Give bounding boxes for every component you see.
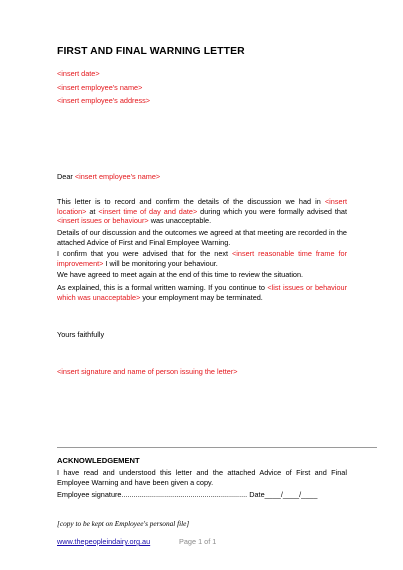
p1-text-2: at [86, 206, 99, 216]
p3-text-2: I will be monitoring your behaviour. [103, 258, 218, 268]
paragraph-details: Details of our discussion and the outcomes we agreed at that meeting are recorded in the attached Advice of First and Final Employee Warning. [57, 228, 347, 247]
paragraph-meet-again: We have agreed to meet again at the end of this time to review the situation. [57, 270, 304, 279]
employee-signature-line: Employee signature.............................................................. Date____/____/____ [57, 490, 318, 499]
signature-placeholder: <insert signature and name of person issuing the letter> [57, 367, 238, 376]
file-copy-note: [copy to be kept on Employee's personal file] [57, 519, 190, 528]
salutation [57, 172, 160, 182]
section-divider [57, 447, 377, 448]
p1-text-3: during which you were formally advised that [197, 206, 348, 216]
p5-issues-placeholder: <list issues or behaviour which was unacceptable> [57, 283, 347, 302]
page-number: Page 1 of 1 [179, 537, 217, 546]
closing: Yours faithfully [57, 330, 105, 339]
insert-employee-name-placeholder: <insert employee's name> [57, 83, 143, 92]
p3-text-1: I confirm that you were advised that for the next [57, 249, 233, 258]
salutation-prefix: Dear [57, 172, 75, 181]
p1-location-placeholder: <insert location> [57, 197, 347, 216]
p1-time-placeholder: <insert time of day and date> [98, 206, 198, 216]
p5-text-2: your employment may be terminated. [140, 292, 263, 302]
paragraph-formal-warning [57, 283, 347, 302]
letter-title: FIRST AND FINAL WARNING LETTER [57, 46, 245, 57]
insert-date-placeholder: <insert date> [57, 69, 100, 78]
p5-text-1: As explained, this is a formal written warning. If you continue to [57, 283, 268, 292]
acknowledgement-title: ACKNOWLEDGEMENT [57, 456, 140, 465]
salutation-name-placeholder: <insert employee's name> [74, 172, 161, 181]
paragraph-monitoring [57, 249, 347, 268]
paragraph-discussion [57, 197, 347, 226]
insert-employee-address-placeholder: <insert employee's address> [57, 96, 151, 105]
website-link[interactable]: www.thepeopleindairy.org.au [57, 537, 151, 546]
p1-text-4: was unacceptable. [148, 216, 212, 226]
acknowledgement-text: I have read and understood this letter and the attached Advice of First and Final Employee Warning and have been given a copy. [57, 468, 347, 487]
p3-timeframe-placeholder: <insert reasonable time frame for improvement> [57, 249, 347, 268]
p1-text-1: This letter is to record and confirm the details of the discussion we had in [57, 197, 325, 206]
p1-issues-placeholder: <insert issues or behaviour> [57, 216, 149, 226]
